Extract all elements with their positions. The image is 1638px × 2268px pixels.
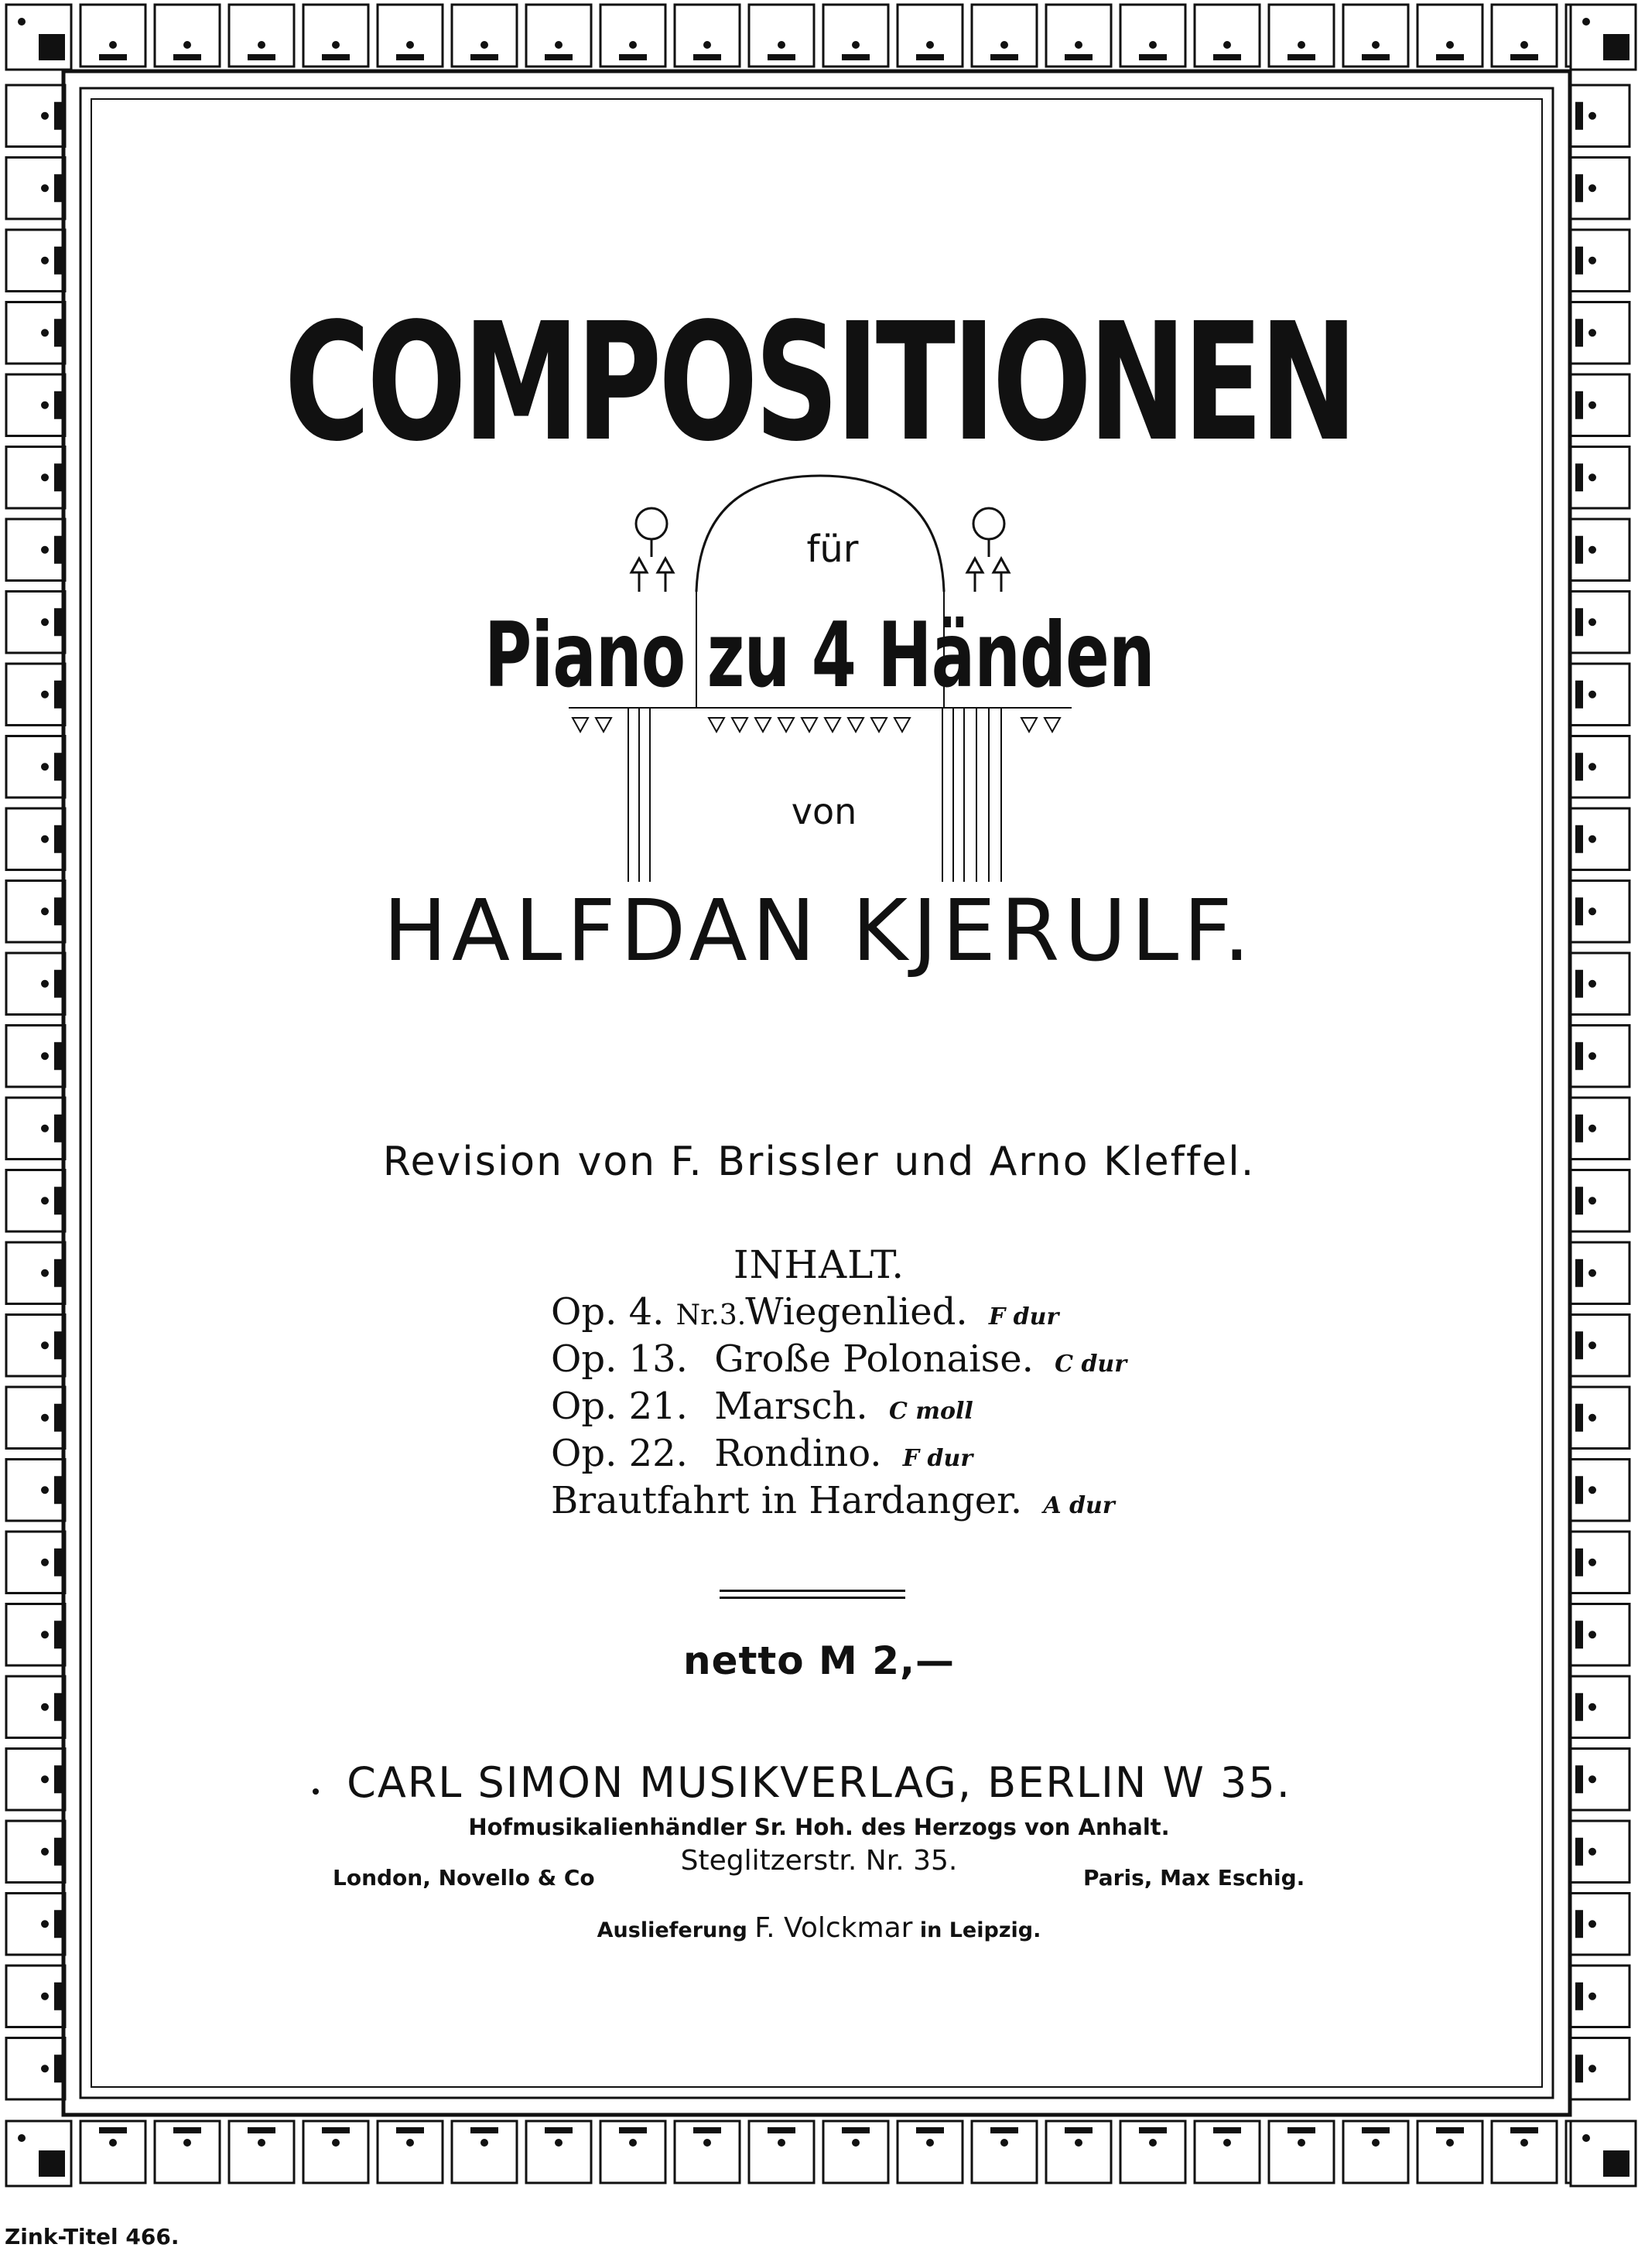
border-tile (1571, 230, 1629, 292)
piece-title: Brautfahrt in Hardanger. (551, 1479, 1023, 1522)
border-tile (1571, 85, 1629, 147)
border-tile (1571, 664, 1629, 726)
border-tile (1343, 2121, 1408, 2183)
border-tile (6, 664, 65, 726)
left-finial-circle (636, 508, 667, 539)
border-tile (378, 5, 443, 67)
border-tile (675, 5, 740, 67)
border-tile (303, 2121, 368, 2183)
price-label: netto M 2,— (682, 1638, 955, 1683)
border-tile (1417, 5, 1482, 67)
border-tile (1571, 1676, 1629, 1738)
border-corner (6, 5, 71, 70)
border-corner (1571, 5, 1636, 70)
border-tile (526, 5, 591, 67)
triangle-frieze (573, 718, 1060, 732)
border-tile (1571, 1966, 1629, 2027)
border-tile (80, 5, 145, 67)
border-tile (6, 230, 65, 292)
border-tile (823, 5, 888, 67)
border-tile (155, 2121, 220, 2183)
list-item (551, 1479, 1127, 1526)
border-tile (1492, 5, 1557, 67)
border-tile (1195, 5, 1260, 67)
border-tile (1571, 447, 1629, 509)
delivery-line: Auslieferung F. Volckmar in Leipzig. (597, 1912, 1041, 1944)
border-tile (6, 1676, 65, 1738)
border-tile (6, 158, 65, 220)
border-tile (1046, 5, 1111, 67)
piece-key: C dur (1055, 1351, 1127, 1378)
opus-number: Op. 22. (551, 1432, 688, 1475)
border-tile (1571, 519, 1629, 581)
border-corner (6, 2121, 71, 2186)
opus-number: Op. 4. Nr.3. (551, 1290, 747, 1334)
border-tile (303, 5, 368, 67)
border-tile (6, 85, 65, 147)
piece-title: Wiegenlied. (745, 1290, 968, 1334)
border-tile (229, 2121, 294, 2183)
border-tile (600, 2121, 665, 2183)
border-tile (1571, 1387, 1629, 1449)
border-tile (6, 1387, 65, 1449)
border-tile (1571, 302, 1629, 364)
border-tile (6, 592, 65, 654)
border-tile (6, 1460, 65, 1522)
for-label: für (806, 528, 859, 571)
border-tile (6, 1026, 65, 1088)
plate-number: Zink-Titel 466. (5, 2224, 180, 2249)
border-tile (452, 2121, 517, 2183)
border-tile (675, 2121, 740, 2183)
border-tile (1571, 1460, 1629, 1522)
list-item (551, 1290, 1127, 1337)
border-tile (1571, 808, 1629, 870)
publisher-name: CARL SIMON MUSIKVERLAG, BERLIN W 35. (347, 1758, 1291, 1807)
piece-key: C moll (888, 1398, 973, 1425)
page-title: COMPOSITIONEN (284, 288, 1355, 477)
contents-heading: INHALT. (733, 1242, 905, 1287)
border-tile (80, 2121, 145, 2183)
list-item (551, 1432, 1127, 1479)
border-tile (1269, 5, 1334, 67)
piece-title: Marsch. (714, 1385, 868, 1428)
composer-name: HALFDAN KJERULF. (383, 881, 1255, 980)
border-tile (6, 2038, 65, 2100)
right-finial-circle (973, 508, 1004, 539)
revision-credit: Revision von F. Brissler und Arno Kleffel. (382, 1139, 1256, 1185)
border-tile (1492, 2121, 1557, 2183)
opus-number: Op. 13. (551, 1337, 688, 1381)
paris-agent: Paris, Max Eschig. (1083, 1865, 1305, 1891)
border-tile (1571, 592, 1629, 654)
divider-rule (720, 1590, 905, 1592)
border-tile (972, 5, 1037, 67)
border-tile (229, 5, 294, 67)
border-tile (452, 5, 517, 67)
london-agent: London, Novello & Co (333, 1865, 595, 1891)
publisher-address: Steglitzerstr. Nr. 35. (680, 1845, 958, 1877)
border-tile (600, 5, 665, 67)
piece-key: F dur (988, 1303, 1059, 1330)
list-item (551, 1337, 1127, 1385)
border-tile (898, 2121, 963, 2183)
opus-number: Op. 21. (551, 1385, 688, 1428)
border-tile (6, 1966, 65, 2027)
border-tile (526, 2121, 591, 2183)
list-item (551, 1385, 1127, 1432)
border-tile (1417, 2121, 1482, 2183)
divider-rule (720, 1597, 905, 1599)
border-tile (6, 374, 65, 436)
border-tile (898, 5, 963, 67)
border-tile (1571, 736, 1629, 798)
border-tile (749, 2121, 814, 2183)
border-tile (972, 2121, 1037, 2183)
border-corner (1571, 2121, 1636, 2186)
piece-title: Große Polonaise. (714, 1337, 1034, 1381)
court-supplier-line: Hofmusikalienhändler Sr. Hoh. des Herzogs von Anhalt. (468, 1814, 1170, 1840)
border-tile (1571, 1315, 1629, 1377)
border-tile (1571, 158, 1629, 220)
border-tile (1571, 1532, 1629, 1593)
instrument-heading: Piano zu 4 Händen (484, 603, 1154, 708)
border-tile (6, 1315, 65, 1377)
border-tile (6, 736, 65, 798)
border-tile (1120, 5, 1185, 67)
border-tile (6, 1532, 65, 1593)
border-tile (6, 808, 65, 870)
piece-key: F dur (902, 1445, 973, 1472)
piece-title: Rondino. (714, 1432, 882, 1475)
border-tile (1571, 374, 1629, 436)
border-tile (1269, 2121, 1334, 2183)
by-label: von (791, 791, 857, 832)
border-tile (1571, 2038, 1629, 2100)
border-tile (155, 5, 220, 67)
border-tile (1571, 1026, 1629, 1088)
border-tile (6, 447, 65, 509)
piece-key: A dur (1043, 1492, 1115, 1519)
border-tile (1120, 2121, 1185, 2183)
border-tile (749, 5, 814, 67)
border-tile (1343, 5, 1408, 67)
border-tile (6, 302, 65, 364)
border-tile (6, 519, 65, 581)
border-tile (378, 2121, 443, 2183)
contents-list (551, 1290, 1127, 1526)
border-tile (1195, 2121, 1260, 2183)
border-tile (1046, 2121, 1111, 2183)
border-tile (823, 2121, 888, 2183)
